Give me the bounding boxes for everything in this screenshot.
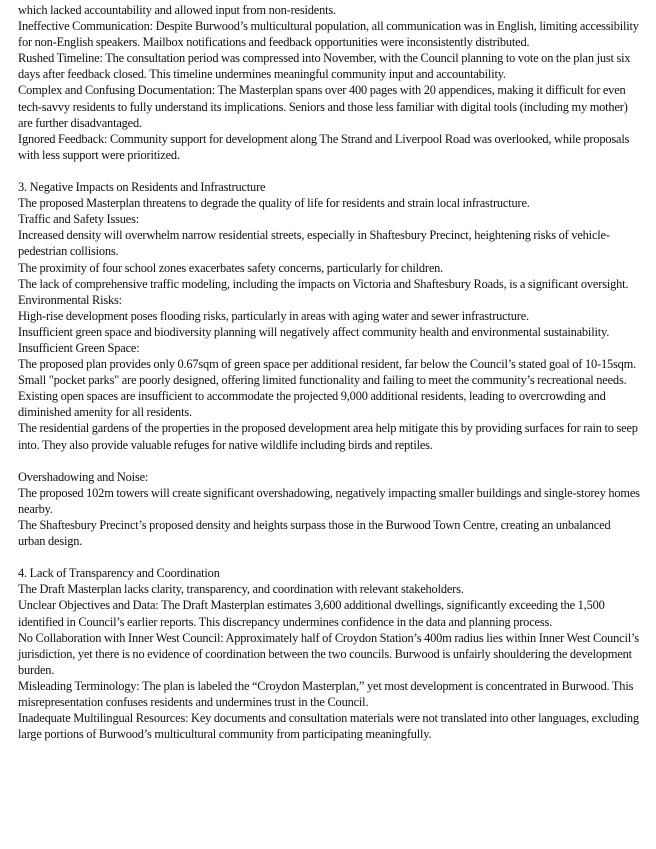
paragraph-green-space-ratio: The proposed plan provides only 0.67sqm of green space per additional resident, far below the Council’s stated goal of 10-15sqm. — [18, 357, 637, 372]
paragraph-pocket-parks: Small "pocket parks" are poorly designed, offering limited functionality and failing to meet the community’s recreational needs. — [18, 373, 627, 388]
paragraph-multilingual-resources: Inadequate Multilingual Resources: Key documents and consultation materials were not translated into other languages, excluding large portions of Burwood’s multicultural community from participating meaningfully. — [18, 711, 639, 742]
paragraph-unclear-objectives: Unclear Objectives and Data: The Draft Masterplan estimates 3,600 additional dwellings, significantly exceeding the 1,500 identified in Council’s earlier reports. This discrepancy undermines confidence in the data and planning process. — [18, 598, 605, 629]
paragraph-flooding-risks: High-rise development poses flooding risks, particularly in areas with aging water and sewer infrastructure. — [18, 308, 529, 323]
paragraph-consultation-accountability: which lacked accountability and allowed input from non-residents. — [18, 3, 336, 17]
paragraph-precinct-density: The Shaftesbury Precinct’s proposed density and heights surpass those in the Burwood Town Centre, creating an unbalanced urban design. — [18, 518, 611, 549]
blank-line — [18, 549, 640, 565]
subheading-overshadowing-noise: Overshadowing and Noise: — [18, 469, 149, 484]
paragraph-ineffective-communication: Ineffective Communication: Despite Burwood’s multicultural population, all communication was in English, limiting accessibility for non-English speakers. Mailbox notifications and feedback opportunities were inconsistently distributed. — [18, 19, 639, 50]
paragraph-school-zones: The proximity of four school zones exacerbates safety concerns, particularly for children. — [18, 260, 444, 275]
paragraph-impacts-intro: The proposed Masterplan threatens to degrade the quality of life for residents and strain local infrastructure. — [18, 196, 530, 211]
subheading-green-space: Insufficient Green Space: — [18, 340, 140, 355]
paragraph-complex-documentation: Complex and Confusing Documentation: The Masterplan spans over 400 pages with 20 appendices, making it difficult for even tech-savvy residents to fully understand its implications. Seniors and those less familiar with digital tools (including my mother) are further disadvantaged. — [18, 83, 628, 130]
subheading-environmental-risks: Environmental Risks: — [18, 292, 122, 307]
paragraph-rushed-timeline: Rushed Timeline: The consultation period was compressed into November, with the Council planning to vote on the plan just six days after feedback closed. This timeline undermines meaningful community input and accountability. — [18, 51, 631, 82]
paragraph-biodiversity: Insufficient green space and biodiversity planning will negatively affect community health and environmental sustainability. — [18, 324, 610, 339]
section-heading-transparency: 4. Lack of Transparency and Coordination — [18, 566, 220, 581]
paragraph-towers-overshadowing: The proposed 102m towers will create significant overshadowing, negatively impacting smaller buildings and single-storey homes nearby. — [18, 485, 640, 516]
paragraph-increased-density: Increased density will overwhelm narrow residential streets, especially in Shaftesbury Precinct, heightening risks of vehicle-pedestrian collisions. — [18, 228, 610, 259]
section-heading-negative-impacts: 3. Negative Impacts on Residents and Infrastructure — [18, 180, 266, 195]
blank-line — [18, 163, 640, 179]
blank-line — [18, 453, 640, 469]
paragraph-traffic-modeling: The lack of comprehensive traffic modeling, including the impacts on Victoria and Shaftesbury Roads, is a significant oversight. — [18, 276, 629, 291]
paragraph-open-spaces: Existing open spaces are insufficient to accommodate the projected 9,000 additional residents, leading to overcrowding and diminished amenity for all residents. — [18, 389, 606, 420]
subheading-traffic-safety: Traffic and Safety Issues: — [18, 212, 140, 227]
paragraph-ignored-feedback: Ignored Feedback: Community support for development along The Strand and Liverpool Road was overlooked, while proposals with less support were prioritized. — [18, 131, 630, 162]
paragraph-transparency-intro: The Draft Masterplan lacks clarity, transparency, and coordination with relevant stakeholders. — [18, 582, 464, 597]
paragraph-inner-west-collaboration: No Collaboration with Inner West Council: Approximately half of Croydon Station’s 400m radius lies within Inner West Council’s jurisdiction, yet there is no evidence of coordination between the two councils. Burwood is unfairly shouldering the development burden. — [18, 630, 639, 677]
paragraph-residential-gardens: The residential gardens of the properties in the proposed development area help mitigate this by providing surfaces for rain to seep into. They also provide valuable refuges for native wildlife including birds and reptiles. — [18, 421, 638, 452]
document-body — [18, 2, 640, 742]
paragraph-misleading-terminology: Misleading Terminology: The plan is labeled the “Croydon Masterplan,” yet most development is concentrated in Burwood. This misrepresentation confuses residents and undermines trust in the Council. — [18, 678, 634, 710]
